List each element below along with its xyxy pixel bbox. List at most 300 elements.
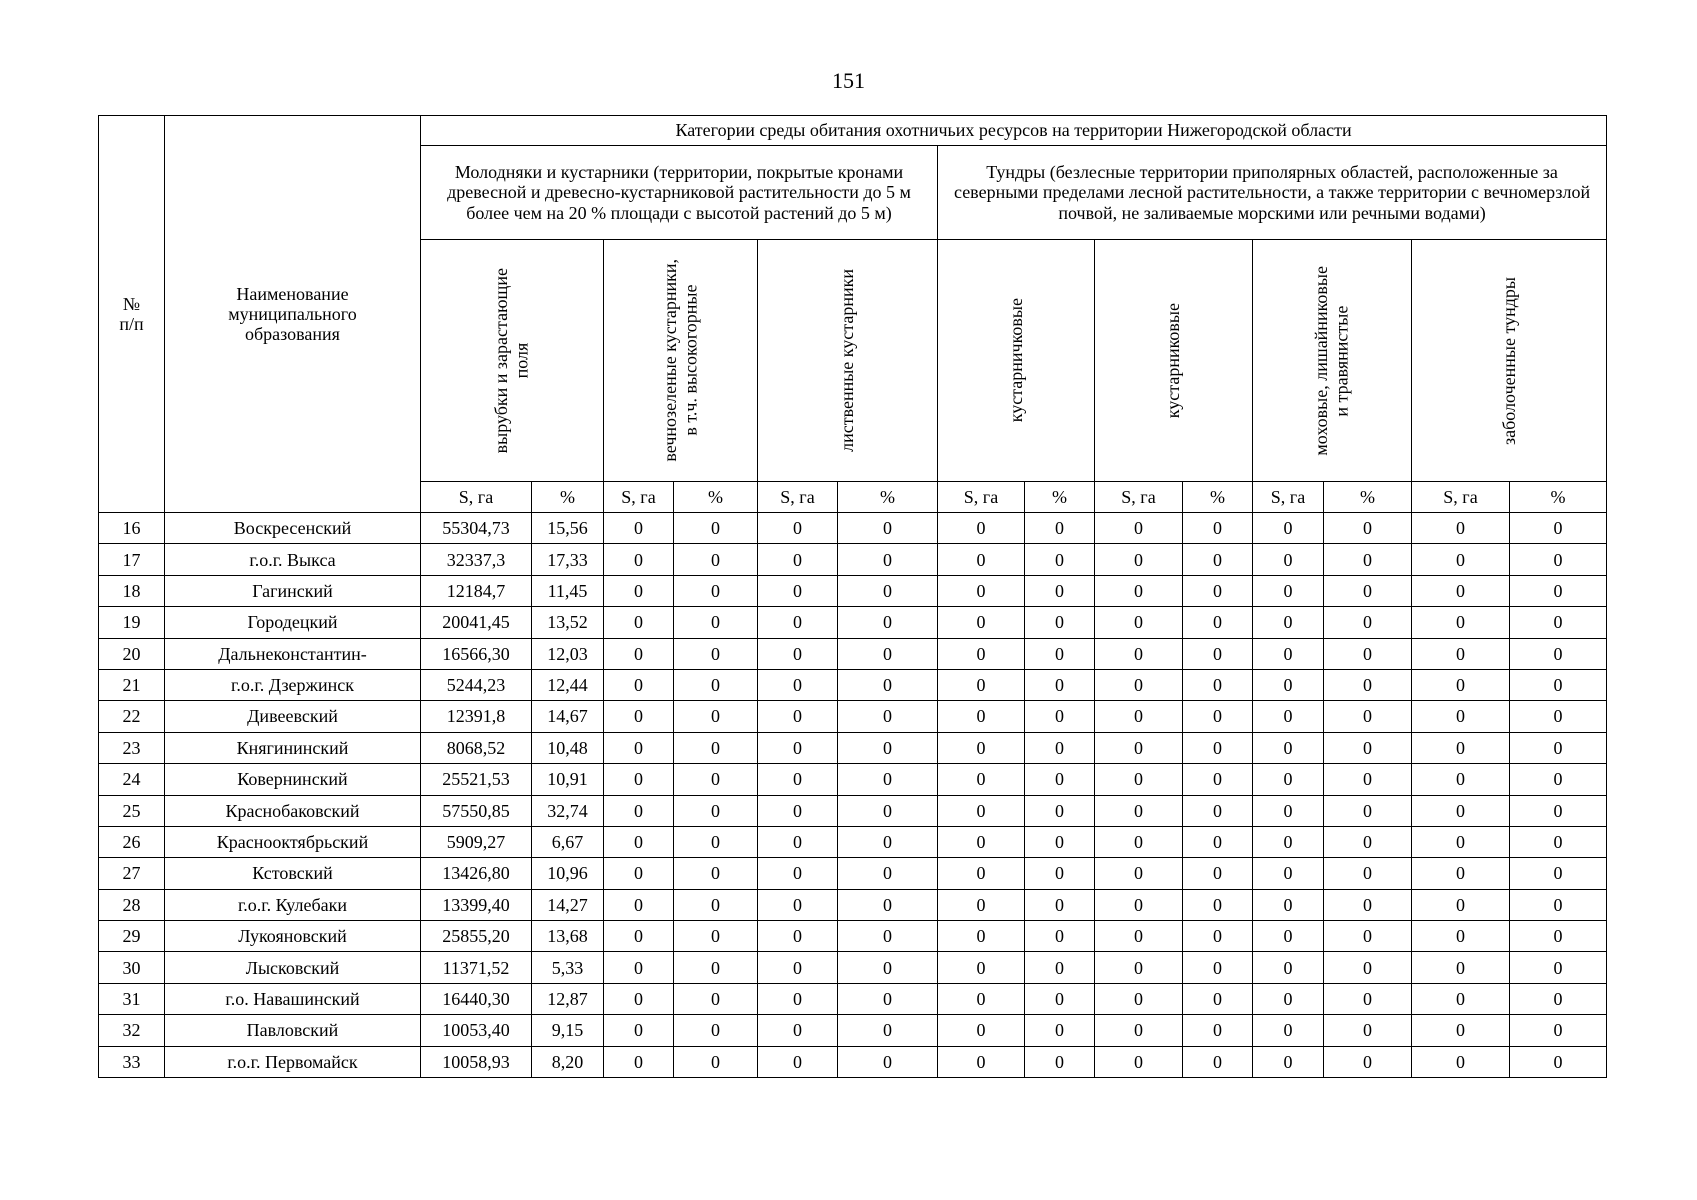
row-number: 27	[99, 858, 165, 889]
header-subcol-line: заболоченные тундры	[1498, 276, 1519, 445]
zero-value: 0	[604, 952, 674, 983]
zero-value: 0	[838, 983, 938, 1014]
header-subcol	[1412, 240, 1607, 482]
zero-value: 0	[674, 1015, 758, 1046]
zero-value: 0	[1183, 575, 1253, 606]
zero-value: 0	[674, 795, 758, 826]
zero-value: 0	[838, 575, 938, 606]
municipality-name: Кстовский	[165, 858, 421, 889]
zero-value: 0	[1183, 701, 1253, 732]
zero-value: 0	[1253, 732, 1324, 763]
zero-value: 0	[1510, 607, 1607, 638]
zero-value: 0	[1253, 669, 1324, 700]
zero-value: 0	[1253, 513, 1324, 544]
zero-value: 0	[674, 701, 758, 732]
row-number: 32	[99, 1015, 165, 1046]
table-row	[99, 575, 1607, 606]
zero-value: 0	[1412, 669, 1510, 700]
table-row	[99, 513, 1607, 544]
percent-value: 5,33	[532, 952, 604, 983]
zero-value: 0	[938, 795, 1025, 826]
zero-value: 0	[1025, 732, 1095, 763]
zero-value: 0	[1095, 889, 1183, 920]
zero-value: 0	[674, 921, 758, 952]
zero-value: 0	[1412, 544, 1510, 575]
zero-value: 0	[838, 732, 938, 763]
zero-value: 0	[1253, 795, 1324, 826]
zero-value: 0	[1510, 638, 1607, 669]
row-number: 25	[99, 795, 165, 826]
zero-value: 0	[1095, 921, 1183, 952]
zero-value: 0	[1412, 513, 1510, 544]
area-value: 10058,93	[421, 1046, 532, 1077]
municipality-name: Ковернинский	[165, 764, 421, 795]
zero-value: 0	[1324, 732, 1412, 763]
zero-value: 0	[1183, 921, 1253, 952]
zero-value: 0	[1095, 858, 1183, 889]
zero-value: 0	[674, 638, 758, 669]
zero-value: 0	[758, 669, 838, 700]
area-value: 25521,53	[421, 764, 532, 795]
area-value: 13399,40	[421, 889, 532, 920]
row-number: 33	[99, 1046, 165, 1077]
percent-value: 10,96	[532, 858, 604, 889]
row-number: 23	[99, 732, 165, 763]
municipality-name: Краснобаковский	[165, 795, 421, 826]
zero-value: 0	[1095, 544, 1183, 575]
zero-value: 0	[1253, 764, 1324, 795]
row-number: 16	[99, 513, 165, 544]
zero-value: 0	[758, 1046, 838, 1077]
unit-area: S, га	[1253, 482, 1324, 513]
zero-value: 0	[938, 669, 1025, 700]
habitat-table	[98, 115, 1607, 1078]
zero-value: 0	[1253, 889, 1324, 920]
zero-value: 0	[1253, 1046, 1324, 1077]
municipality-name: Краснооктябрьский	[165, 826, 421, 857]
zero-value: 0	[1324, 669, 1412, 700]
zero-value: 0	[1025, 638, 1095, 669]
zero-value: 0	[838, 826, 938, 857]
zero-value: 0	[938, 513, 1025, 544]
zero-value: 0	[1510, 921, 1607, 952]
municipality-name: г.о.г. Дзержинск	[165, 669, 421, 700]
zero-value: 0	[1025, 795, 1095, 826]
zero-value: 0	[1025, 858, 1095, 889]
zero-value: 0	[1253, 826, 1324, 857]
zero-value: 0	[1183, 764, 1253, 795]
header-subcol	[1253, 240, 1412, 482]
area-value: 12184,7	[421, 575, 532, 606]
header-subcol	[758, 240, 938, 482]
unit-area: S, га	[1095, 482, 1183, 513]
header-row-number-line: №	[122, 293, 141, 314]
unit-percent: %	[674, 482, 758, 513]
zero-value: 0	[838, 638, 938, 669]
municipality-name: Лукояновский	[165, 921, 421, 952]
row-number: 29	[99, 921, 165, 952]
zero-value: 0	[1510, 983, 1607, 1014]
percent-value: 8,20	[532, 1046, 604, 1077]
municipality-name: г.о.г. Кулебаки	[165, 889, 421, 920]
zero-value: 0	[1412, 638, 1510, 669]
zero-value: 0	[1095, 1046, 1183, 1077]
zero-value: 0	[604, 983, 674, 1014]
table-row	[99, 669, 1607, 700]
zero-value: 0	[1324, 638, 1412, 669]
percent-value: 14,27	[532, 889, 604, 920]
zero-value: 0	[1095, 575, 1183, 606]
percent-value: 9,15	[532, 1015, 604, 1046]
table-row	[99, 826, 1607, 857]
zero-value: 0	[1095, 826, 1183, 857]
zero-value: 0	[838, 513, 938, 544]
header-subcol-line: вечнозеленые кустарники,	[659, 259, 680, 462]
zero-value: 0	[1025, 575, 1095, 606]
header-subcol-line: кустарничковые	[1005, 298, 1026, 423]
zero-value: 0	[758, 889, 838, 920]
zero-value: 0	[1412, 1046, 1510, 1077]
zero-value: 0	[1025, 1046, 1095, 1077]
row-number: 22	[99, 701, 165, 732]
zero-value: 0	[938, 1046, 1025, 1077]
zero-value: 0	[1412, 607, 1510, 638]
zero-value: 0	[1510, 1015, 1607, 1046]
zero-value: 0	[1183, 858, 1253, 889]
unit-percent: %	[1183, 482, 1253, 513]
area-value: 25855,20	[421, 921, 532, 952]
zero-value: 0	[1510, 1046, 1607, 1077]
zero-value: 0	[674, 575, 758, 606]
zero-value: 0	[1324, 858, 1412, 889]
zero-value: 0	[1412, 921, 1510, 952]
municipality-name: Дальнеконстантин-	[165, 638, 421, 669]
zero-value: 0	[604, 1046, 674, 1077]
area-value: 12391,8	[421, 701, 532, 732]
zero-value: 0	[1025, 513, 1095, 544]
zero-value: 0	[1510, 544, 1607, 575]
header-subcol-line: в т.ч. высокогорные	[680, 284, 701, 437]
percent-value: 13,68	[532, 921, 604, 952]
zero-value: 0	[604, 1015, 674, 1046]
zero-value: 0	[1253, 858, 1324, 889]
zero-value: 0	[938, 732, 1025, 763]
row-number: 18	[99, 575, 165, 606]
header-subcol	[421, 240, 604, 482]
zero-value: 0	[1324, 826, 1412, 857]
zero-value: 0	[938, 764, 1025, 795]
municipality-name: Лысковский	[165, 952, 421, 983]
unit-percent: %	[1510, 482, 1607, 513]
zero-value: 0	[1095, 764, 1183, 795]
zero-value: 0	[1324, 1046, 1412, 1077]
zero-value: 0	[1510, 669, 1607, 700]
header-subcol-line: кустарниковые	[1163, 302, 1184, 419]
area-value: 57550,85	[421, 795, 532, 826]
zero-value: 0	[1025, 983, 1095, 1014]
zero-value: 0	[1183, 795, 1253, 826]
zero-value: 0	[758, 701, 838, 732]
row-number: 21	[99, 669, 165, 700]
area-value: 32337,3	[421, 544, 532, 575]
header-subcol	[604, 240, 758, 482]
zero-value: 0	[604, 513, 674, 544]
row-number: 24	[99, 764, 165, 795]
unit-area: S, га	[938, 482, 1025, 513]
zero-value: 0	[938, 701, 1025, 732]
zero-value: 0	[1324, 889, 1412, 920]
zero-value: 0	[938, 607, 1025, 638]
zero-value: 0	[1095, 795, 1183, 826]
header-group-tundra: Тундры (безлесные территории приполярных областей, расположенные за северными пределами лесной растительности, а также территории с вечномерзлой почвой, не заливаемые морскими или речными водами)	[938, 146, 1607, 240]
zero-value: 0	[604, 921, 674, 952]
municipality-name: Гагинский	[165, 575, 421, 606]
zero-value: 0	[1510, 764, 1607, 795]
zero-value: 0	[838, 701, 938, 732]
zero-value: 0	[674, 952, 758, 983]
zero-value: 0	[1183, 544, 1253, 575]
zero-value: 0	[838, 607, 938, 638]
zero-value: 0	[838, 889, 938, 920]
zero-value: 0	[1510, 826, 1607, 857]
table-row	[99, 1015, 1607, 1046]
percent-value: 6,67	[532, 826, 604, 857]
row-number: 28	[99, 889, 165, 920]
zero-value: 0	[674, 764, 758, 795]
table-row	[99, 732, 1607, 763]
zero-value: 0	[1095, 732, 1183, 763]
unit-percent: %	[1025, 482, 1095, 513]
zero-value: 0	[938, 1015, 1025, 1046]
zero-value: 0	[604, 858, 674, 889]
zero-value: 0	[758, 513, 838, 544]
zero-value: 0	[1324, 607, 1412, 638]
zero-value: 0	[1183, 889, 1253, 920]
table-row	[99, 701, 1607, 732]
zero-value: 0	[674, 858, 758, 889]
zero-value: 0	[1324, 1015, 1412, 1046]
row-number: 26	[99, 826, 165, 857]
zero-value: 0	[1095, 638, 1183, 669]
zero-value: 0	[938, 952, 1025, 983]
zero-value: 0	[758, 575, 838, 606]
page-number: 151	[832, 68, 865, 93]
zero-value: 0	[1095, 513, 1183, 544]
zero-value: 0	[1025, 669, 1095, 700]
unit-area: S, га	[1412, 482, 1510, 513]
unit-area: S, га	[604, 482, 674, 513]
percent-value: 14,67	[532, 701, 604, 732]
zero-value: 0	[1412, 575, 1510, 606]
table-row	[99, 889, 1607, 920]
zero-value: 0	[1510, 889, 1607, 920]
table-row	[99, 544, 1607, 575]
municipality-name: г.о.г. Выкса	[165, 544, 421, 575]
percent-value: 12,03	[532, 638, 604, 669]
table-row	[99, 607, 1607, 638]
zero-value: 0	[758, 1015, 838, 1046]
area-value: 55304,73	[421, 513, 532, 544]
zero-value: 0	[1412, 1015, 1510, 1046]
zero-value: 0	[674, 607, 758, 638]
zero-value: 0	[1510, 701, 1607, 732]
zero-value: 0	[1183, 952, 1253, 983]
zero-value: 0	[838, 1015, 938, 1046]
zero-value: 0	[604, 795, 674, 826]
header-categories: Категории среды обитания охотничьих ресурсов на территории Нижегородской области	[421, 116, 1607, 146]
zero-value: 0	[838, 921, 938, 952]
unit-area: S, га	[758, 482, 838, 513]
zero-value: 0	[1412, 858, 1510, 889]
zero-value: 0	[1183, 732, 1253, 763]
zero-value: 0	[758, 764, 838, 795]
zero-value: 0	[758, 858, 838, 889]
area-value: 11371,52	[421, 952, 532, 983]
zero-value: 0	[1183, 826, 1253, 857]
zero-value: 0	[1025, 1015, 1095, 1046]
zero-value: 0	[674, 826, 758, 857]
zero-value: 0	[838, 1046, 938, 1077]
table-row	[99, 638, 1607, 669]
zero-value: 0	[1253, 607, 1324, 638]
zero-value: 0	[1183, 1015, 1253, 1046]
municipality-name: Дивеевский	[165, 701, 421, 732]
header-subcol-line: вырубки и зарастающие	[491, 267, 512, 454]
header-subcol-line: моховые, лишайниковые	[1311, 265, 1332, 456]
zero-value: 0	[1412, 795, 1510, 826]
header-row-number	[99, 116, 165, 513]
zero-value: 0	[1412, 952, 1510, 983]
zero-value: 0	[1412, 983, 1510, 1014]
municipality-name: Городецкий	[165, 607, 421, 638]
zero-value: 0	[674, 889, 758, 920]
municipality-name: Павловский	[165, 1015, 421, 1046]
zero-value: 0	[758, 638, 838, 669]
zero-value: 0	[1510, 858, 1607, 889]
zero-value: 0	[1183, 513, 1253, 544]
row-number: 20	[99, 638, 165, 669]
percent-value: 12,44	[532, 669, 604, 700]
zero-value: 0	[758, 983, 838, 1014]
zero-value: 0	[1510, 732, 1607, 763]
zero-value: 0	[1324, 575, 1412, 606]
zero-value: 0	[1324, 544, 1412, 575]
area-value: 5909,27	[421, 826, 532, 857]
table-row	[99, 764, 1607, 795]
zero-value: 0	[1253, 952, 1324, 983]
zero-value: 0	[758, 544, 838, 575]
zero-value: 0	[1412, 732, 1510, 763]
percent-value: 15,56	[532, 513, 604, 544]
row-number: 31	[99, 983, 165, 1014]
unit-percent: %	[532, 482, 604, 513]
zero-value: 0	[838, 952, 938, 983]
percent-value: 11,45	[532, 575, 604, 606]
zero-value: 0	[938, 921, 1025, 952]
zero-value: 0	[1183, 1046, 1253, 1077]
zero-value: 0	[758, 607, 838, 638]
header-subcol-line: поля	[512, 342, 532, 379]
zero-value: 0	[1510, 513, 1607, 544]
header-subcol-line: и травянистые	[1332, 305, 1352, 416]
zero-value: 0	[758, 826, 838, 857]
zero-value: 0	[1324, 983, 1412, 1014]
area-value: 20041,45	[421, 607, 532, 638]
zero-value: 0	[1025, 607, 1095, 638]
unit-area: S, га	[421, 482, 532, 513]
header-row-number-line: п/п	[119, 314, 144, 334]
zero-value: 0	[838, 858, 938, 889]
percent-value: 32,74	[532, 795, 604, 826]
table-row	[99, 795, 1607, 826]
zero-value: 0	[1183, 983, 1253, 1014]
zero-value: 0	[1183, 638, 1253, 669]
zero-value: 0	[674, 1046, 758, 1077]
area-value: 8068,52	[421, 732, 532, 763]
zero-value: 0	[758, 952, 838, 983]
header-subcol	[938, 240, 1095, 482]
zero-value: 0	[938, 983, 1025, 1014]
zero-value: 0	[604, 826, 674, 857]
zero-value: 0	[674, 669, 758, 700]
zero-value: 0	[1253, 1015, 1324, 1046]
zero-value: 0	[1253, 983, 1324, 1014]
area-value: 10053,40	[421, 1015, 532, 1046]
percent-value: 17,33	[532, 544, 604, 575]
zero-value: 0	[1324, 795, 1412, 826]
zero-value: 0	[604, 764, 674, 795]
zero-value: 0	[758, 795, 838, 826]
zero-value: 0	[838, 764, 938, 795]
zero-value: 0	[604, 701, 674, 732]
zero-value: 0	[1253, 638, 1324, 669]
percent-value: 10,91	[532, 764, 604, 795]
zero-value: 0	[1412, 701, 1510, 732]
zero-value: 0	[1510, 952, 1607, 983]
zero-value: 0	[1324, 513, 1412, 544]
municipality-name: г.о. Навашинский	[165, 983, 421, 1014]
zero-value: 0	[938, 544, 1025, 575]
zero-value: 0	[838, 669, 938, 700]
zero-value: 0	[1095, 701, 1183, 732]
zero-value: 0	[1412, 764, 1510, 795]
table-row	[99, 1046, 1607, 1077]
zero-value: 0	[1095, 669, 1183, 700]
zero-value: 0	[1253, 575, 1324, 606]
zero-value: 0	[938, 858, 1025, 889]
area-value: 16566,30	[421, 638, 532, 669]
zero-value: 0	[1324, 952, 1412, 983]
unit-percent: %	[838, 482, 938, 513]
zero-value: 0	[604, 732, 674, 763]
zero-value: 0	[1025, 921, 1095, 952]
municipality-name: Княгининский	[165, 732, 421, 763]
row-number: 17	[99, 544, 165, 575]
zero-value: 0	[674, 732, 758, 763]
zero-value: 0	[1324, 701, 1412, 732]
zero-value: 0	[1095, 1015, 1183, 1046]
zero-value: 0	[1095, 607, 1183, 638]
zero-value: 0	[604, 575, 674, 606]
percent-value: 10,48	[532, 732, 604, 763]
zero-value: 0	[1025, 701, 1095, 732]
zero-value: 0	[1253, 701, 1324, 732]
zero-value: 0	[1025, 889, 1095, 920]
header-subcol-line: лиственные кустарники	[837, 269, 858, 452]
header-municipality: Наименование муниципального образования	[165, 116, 421, 513]
zero-value: 0	[938, 638, 1025, 669]
header-group-young-stands: Молодняки и кустарники (территории, покрытые кронами древесной и древесно-кустарниковой растительности до 5 м более чем на 20 % площади с высотой растений до 5 м)	[421, 146, 938, 240]
